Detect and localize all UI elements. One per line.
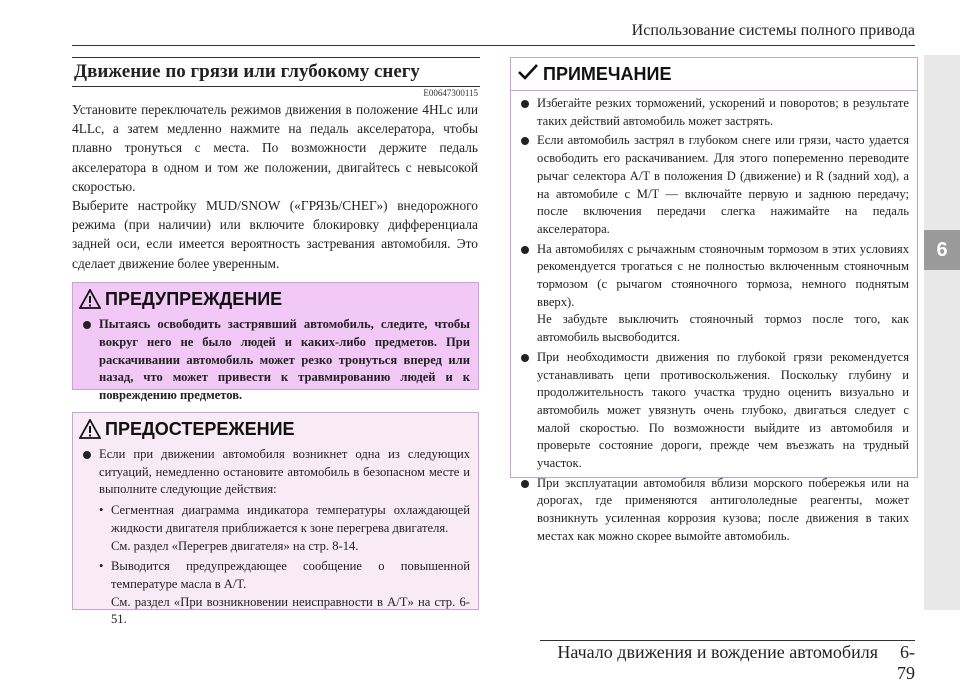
sub-bullet: • (99, 503, 104, 518)
section-code: E00647300115 (423, 88, 478, 98)
note-item (519, 475, 909, 546)
note-item-text: При необходимости движения по глубокой грязи рекомендуется устанавливать цепи противоскольжения. Поскольку глубину и продолжительность такого участка трудно оценить визуально и автомобиль может увязнуть очень глубоко, двигаться следует с малой скоростью. По возможности выйдите из автомобиля и проверьте состояние дороги, прежде чем въезжать на трудный участок. (537, 349, 909, 471)
section-body (72, 100, 478, 273)
page-number: 6-79 (897, 642, 915, 683)
bullet-icon (83, 321, 91, 329)
caution-item (81, 446, 470, 499)
note-item-text: На автомобилях с рычажным стояночным тормозом в этих условиях рекомендуется трогаться с не полностью включенным стояночным тормозом (с рычагом стояночного тормоза, немного поднятым вверх). (537, 241, 909, 309)
caution-triangle-icon (79, 419, 101, 439)
caution-box (72, 412, 479, 627)
note-header (511, 58, 917, 91)
bullet-icon (521, 480, 529, 488)
note-item (519, 95, 909, 130)
bullet-icon (521, 246, 529, 254)
footer-rule (540, 640, 915, 641)
caution-sublist (81, 502, 470, 629)
note-item-text: При эксплуатации автомобиля вблизи морского побережья или на дорогах, где применяются антигололедные реагенты, может возникнуть усиленная коррозия кузова; после движения в таких местах как можно скорее вымойте автомобиль. (537, 475, 909, 543)
section-title: Движение по грязи или глубокому снегу (72, 57, 480, 87)
warning-box (72, 282, 479, 403)
chapter-tab[interactable]: 6 (924, 230, 960, 270)
page-header-title: Использование системы полного привода (631, 22, 915, 39)
body-paragraph: Установите переключатель режимов движения в положение 4HLc или 4LLc, а затем медленно нажмите на педаль акселератора, чтобы плавно тронуться с места. По возможности держите педаль акселератора в одном и том же положении, двигайтесь с невысокой скоростью. (72, 102, 478, 194)
warning-item-text: Пытаясь освободить застрявший автомобиль, следите, чтобы вокруг него не было людей и каких-либо предметов. При раскачивании автомобиль может резко тронуться вперед или назад, что может привести к травмированию людей и к повреждению предметов. (99, 317, 470, 403)
caution-subitem (99, 558, 470, 629)
header-rule (72, 45, 915, 46)
bullet-icon (521, 100, 529, 108)
note-box (510, 57, 918, 543)
note-title: ПРИМЕЧАНИЕ (543, 63, 672, 84)
warning-title: ПРЕДУПРЕЖДЕНИЕ (105, 288, 283, 309)
caution-subitem-text: Сегментная диаграмма индикатора температуры охлаждающей жидкости двигателя приближается к зоне перегрева двигателя. (111, 503, 470, 535)
note-item-text: Если автомобиль застрял в глубоком снеге или грязи, часто удается освободить его раскачиванием. Для этого попеременно переводите рычаг селектора A/T в положения D (движение) и R (задний ход), а на автомобиле с M/T — включайте первую и заднюю передачу; после включения передачи слегка нажимайте на педаль акселератора. (537, 133, 909, 236)
warning-header (73, 283, 478, 312)
caution-subitem (99, 502, 470, 555)
note-item (519, 349, 909, 473)
bullet-icon (521, 137, 529, 145)
note-item-text: Не забудьте выключить стояночный тормоз после того, как автомобиль высвободится. (537, 312, 909, 345)
footer-chapter: Начало движения и вождение автомобиля (557, 642, 878, 662)
chapter-side-band (924, 55, 960, 610)
note-item-text: Избегайте резких торможений, ускорений и поворотов; в результате таких действий автомобиль может застрять. (537, 96, 909, 128)
warning-item (81, 316, 470, 405)
caution-item-text: Если при движении автомобиля возникнет одна из следующих ситуаций, немедленно остановите автомобиль в безопасном месте и выполните следующие действия: (99, 447, 470, 497)
note-item (519, 132, 909, 238)
note-item (519, 241, 909, 347)
caution-title: ПРЕДОСТЕРЕЖЕНИЕ (105, 418, 295, 439)
bullet-icon (83, 451, 91, 459)
caution-header (73, 413, 478, 442)
caution-subitem-text: Выводится предупреждающее сообщение о повышенной температуре масла в A/T. (111, 559, 470, 591)
caution-subitem-ref: См. раздел «При возникновении неисправности в A/T» на стр. 6-51. (111, 594, 470, 627)
bullet-icon (521, 354, 529, 362)
sub-bullet: • (99, 559, 104, 574)
caution-subitem-ref: См. раздел «Перегрев двигателя» на стр. 8-14. (111, 538, 359, 553)
warning-triangle-icon (79, 289, 101, 309)
note-check-icon (517, 63, 539, 86)
body-paragraph: Выберите настройку MUD/SNOW («ГРЯЗЬ/СНЕГ») внедорожного режима (при наличии) или включите блокировку дифференциала задней оси, если имеется вероятность застревания автомобиля. Это сделает движение более уверенным. (72, 198, 478, 271)
